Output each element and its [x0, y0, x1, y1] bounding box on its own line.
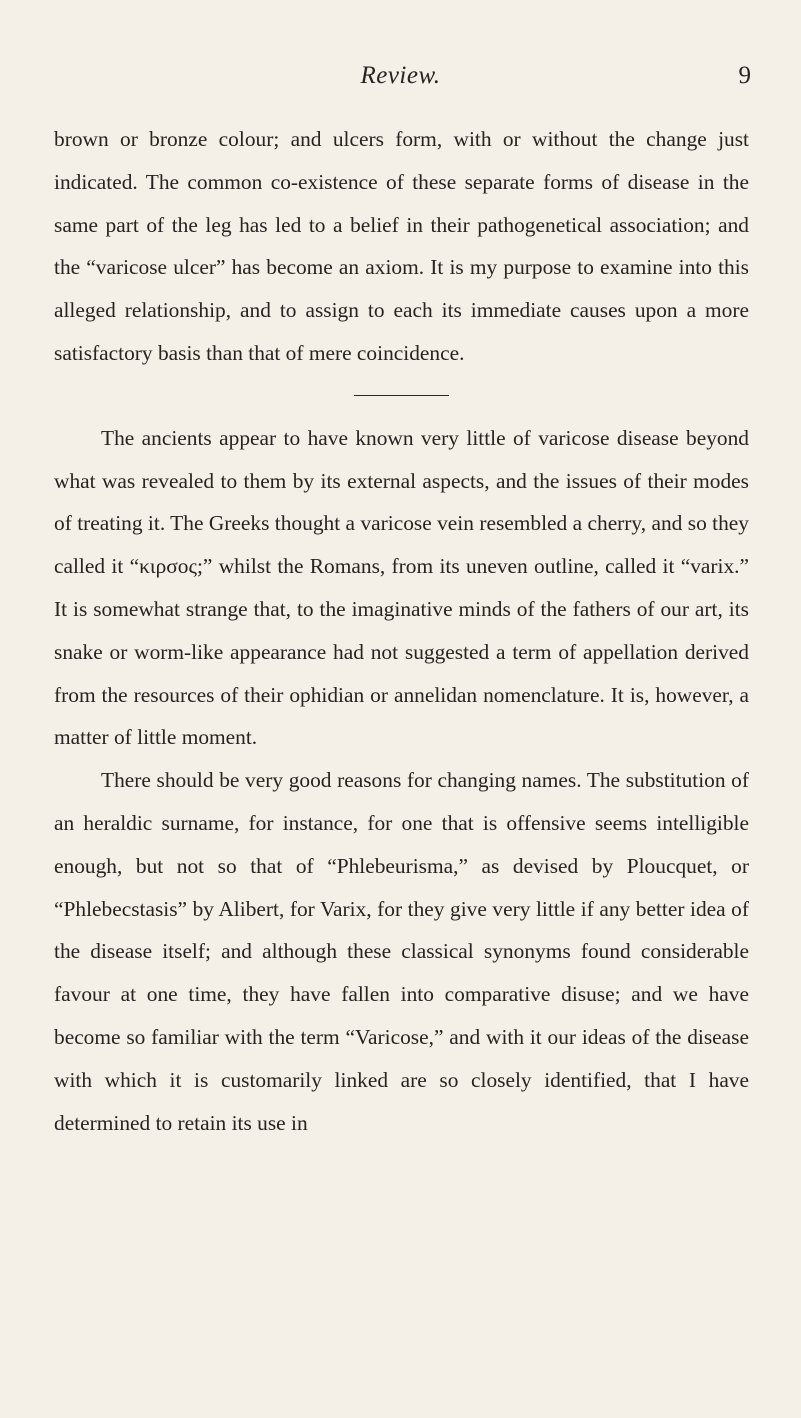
- paragraph-names: There should be very good reasons for changing names. The substitution of an heraldic surname, for instance, for one that is offensive seems intelligible enough, but not so that of “Phlebeurisma,” as devised by Ploucquet, or “Phlebecstasis” by Alibert, for Varix, for they give very little if any better idea of the disease itself; and although these classical synonyms found considerable favour at one time, they have fallen into comparative disuse; and we have become so familiar with the term “Varicose,” and with it our ideas of the disease with which it is customarily linked are so closely identified, that I have determined to retain its use in: [54, 768, 749, 1135]
- section-divider-rule: [354, 395, 449, 396]
- page-number: 9: [738, 62, 751, 89]
- body-text: [54, 118, 749, 1144]
- running-head-title: Review.: [360, 62, 441, 89]
- running-head: [0, 62, 801, 102]
- paragraph-ancients: The ancients appear to have known very little of varicose disease beyond what was revealed to them by its external aspects, and the issues of their modes of treating it. The Greeks thought a varicose vein resembled a cherry, and so they called it “κιρσος;” whilst the Romans, from its uneven outline, called it “varix.” It is somewhat strange that, to the imaginative minds of the fathers of our art, its snake or worm-like appearance had not suggested a term of appellation derived from the resources of their ophidian or annelidan nomenclature. It is, however, a matter of little moment.: [54, 425, 749, 750]
- paragraph-continuation: brown or bronze colour; and ulcers form, with or without the change just indicated. The common co-existence of these separate forms of disease in the same part of the leg has led to a belief in their pathogenetical association; and the “varicose ulcer” has become an axiom. It is my purpose to examine into this alleged relationship, and to assign to each its immediate causes upon a more satisfactory basis than that of mere coincidence.: [54, 127, 749, 365]
